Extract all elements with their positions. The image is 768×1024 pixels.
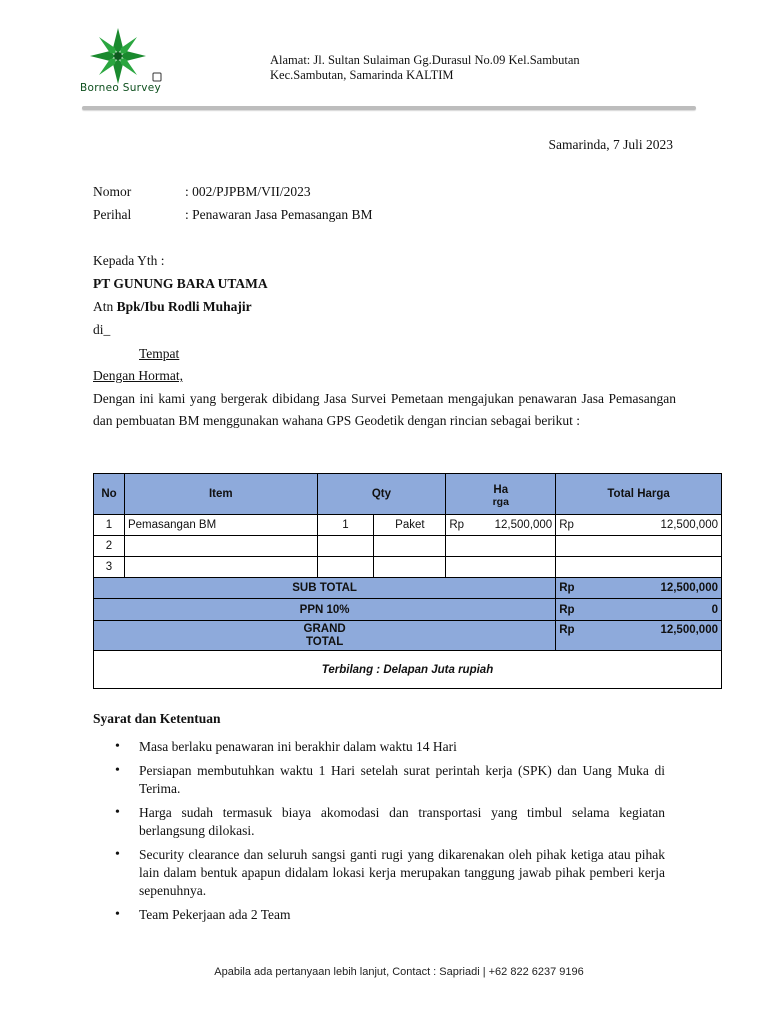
header-total: Total Harga — [556, 474, 722, 515]
row-harga — [446, 557, 556, 578]
nomor-label: Nomor — [93, 184, 132, 199]
row-item: Pemasangan BM — [124, 515, 317, 536]
perihal-label: Perihal — [93, 207, 132, 222]
grand-total-value: 12,500,000 — [588, 621, 722, 651]
row-no: 3 — [94, 557, 125, 578]
address-line-2: Kec.Sambutan, Samarinda KALTIM — [270, 67, 454, 82]
ppn-currency: Rp — [556, 599, 588, 621]
row-harga-currency: Rp — [446, 515, 482, 536]
row-unit: Paket — [374, 515, 446, 536]
subtotal-row — [94, 578, 722, 599]
header-no: No — [94, 474, 125, 515]
attention-line — [93, 299, 252, 315]
list-item: • Persiapan membutuhkan waktu 1 Hari setelah surat perintah kerja (SPK) dan Uang Muka di Terima. — [93, 762, 665, 798]
row-total-currency: Rp — [556, 515, 588, 536]
row-qty — [317, 536, 374, 557]
footer-contact: Apabila ada pertanyaan lebih lanjut, Contact : Sapriadi | +62 822 6237 9196 — [214, 966, 584, 978]
ppn-row — [94, 599, 722, 621]
list-item: • Harga sudah termasuk biaya akomodasi dan transportasi yang timbul selama kegiatan berlangsung dilokasi. — [93, 804, 665, 840]
grand-total-row — [94, 621, 722, 651]
row-total: 12,500,000 — [588, 515, 722, 536]
row-qty — [317, 557, 374, 578]
row-qty: 1 — [317, 515, 374, 536]
table-row — [94, 557, 722, 578]
ppn-label: PPN 10% — [94, 599, 556, 621]
header-item: Item — [124, 474, 317, 515]
row-no: 1 — [94, 515, 125, 536]
perihal-value: : Penawaran Jasa Pemasangan BM — [185, 207, 373, 222]
grand-total-currency: Rp — [556, 621, 588, 651]
recipient-company: PT GUNUNG BARA UTAMA — [93, 276, 268, 291]
terms-title: Syarat dan Ketentuan — [93, 711, 221, 726]
atn-name: Bpk/Ibu Rodli Muhajir — [116, 299, 252, 314]
row-no: 2 — [94, 536, 125, 557]
grand-total-label — [94, 621, 556, 651]
row-harga — [446, 536, 556, 557]
header-qty: Qty — [317, 474, 446, 515]
quotation-table — [93, 473, 722, 689]
list-item: • Masa berlaku penawaran ini berakhir dalam waktu 14 Hari — [93, 738, 665, 756]
atn-prefix: Atn — [93, 299, 114, 314]
terms-list — [93, 738, 665, 930]
row-item — [124, 557, 317, 578]
body-paragraph: Dengan ini kami yang bergerak dibidang Jasa Survei Pemetaan mengajukan penawaran Jasa Pemasangan dan pembuatan BM menggunakan wahana GPS Geodetik dengan rincian sebagai berikut : — [93, 391, 676, 428]
di-line: di_ — [93, 322, 111, 337]
logo-text: Borneo Survey — [80, 82, 162, 94]
kepada-label: Kepada Yth : — [93, 253, 165, 268]
table-row — [94, 515, 722, 536]
grand-label-line1: GRAND — [303, 622, 346, 635]
header-harga-line2: rga — [492, 495, 509, 508]
table-header-row — [94, 474, 722, 515]
company-address — [270, 53, 580, 82]
address-line-1: Alamat: Jl. Sultan Sulaiman Gg.Durasul No.09 Kel.Sambutan — [270, 53, 580, 67]
row-item — [124, 536, 317, 557]
salutation: Dengan Hormat, — [93, 368, 183, 383]
letter-date: Samarinda, 7 Juli 2023 — [548, 137, 673, 152]
row-harga: 12,500,000 — [482, 515, 556, 536]
header-harga — [446, 474, 556, 515]
terbilang-row — [94, 651, 722, 689]
list-item: • Team Pekerjaan ada 2 Team — [93, 906, 665, 924]
terbilang-text: Terbilang : Delapan Juta rupiah — [94, 651, 722, 689]
list-item: • Security clearance dan seluruh sangsi ganti rugi yang dikarenakan oleh pihak ketiga atau pihak lain dalam bentuk apapun didalam lokasi kerja merupakan tanggung jawab pihak pemberi kerja sepenuhnya. — [93, 846, 665, 900]
header-divider — [82, 106, 696, 110]
tempat-line: Tempat — [139, 346, 180, 361]
subtotal-currency: Rp — [556, 578, 588, 599]
row-total — [556, 536, 722, 557]
ppn-value: 0 — [588, 599, 722, 621]
subtotal-value: 12,500,000 — [588, 578, 722, 599]
grand-label-line2: TOTAL — [305, 635, 344, 648]
row-unit — [374, 536, 446, 557]
subtotal-label: SUB TOTAL — [94, 578, 556, 599]
row-total — [556, 557, 722, 578]
row-unit — [374, 557, 446, 578]
table-row — [94, 536, 722, 557]
header-harga-line1: Ha — [493, 483, 509, 496]
nomor-value: : 002/PJPBM/VII/2023 — [185, 184, 311, 199]
